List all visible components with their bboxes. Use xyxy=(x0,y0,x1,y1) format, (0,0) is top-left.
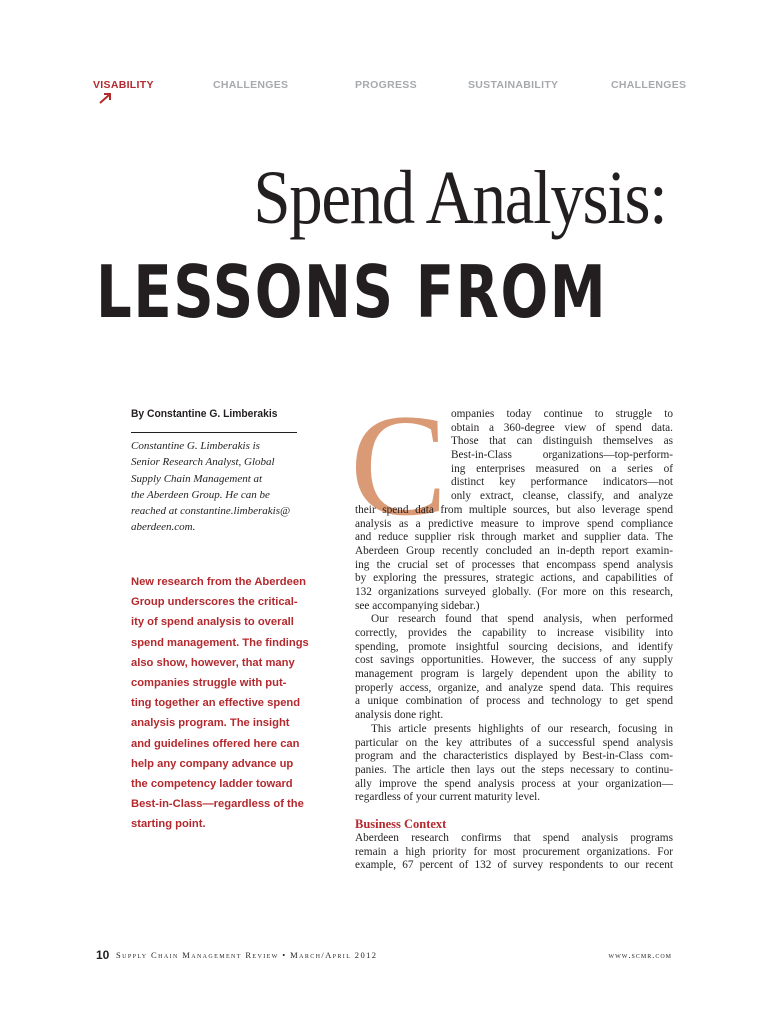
body-line: ally improve the spend analysis process at your organization— xyxy=(355,777,673,790)
body-line: This article presents highlights of our research, focusing in xyxy=(371,722,673,735)
body-line: particular on the key attributes of a successful spend analysis xyxy=(355,736,673,749)
drop-cap: C xyxy=(350,384,448,546)
pullquote-line: New research from the Aberdeen xyxy=(131,576,306,588)
nav-item-challenges: CHALLENGES xyxy=(213,79,289,91)
bio-line: Constantine G. Limberakis is xyxy=(131,440,260,452)
body-line: by exploring the pressures, strategic actions, and capabilities of xyxy=(355,572,673,585)
pull-quote xyxy=(131,572,316,835)
body-line: properly access, organize, and analyze spend data. This requires xyxy=(355,681,673,694)
page-number: 10 xyxy=(96,948,110,962)
byline: By Constantine G. Limberakis xyxy=(131,408,278,420)
body-line: analysis as a predictive measure to improve spend compliance xyxy=(355,517,673,530)
pullquote-line: the competency ladder toward xyxy=(131,778,293,791)
pullquote-line: analysis program. The insight xyxy=(131,717,290,730)
nav-item-sustainability: SUSTAINABILITY xyxy=(468,79,559,91)
title-line-2: LESSONS FROM xyxy=(96,250,608,334)
pullquote-line: ting together an effective spend xyxy=(131,697,301,710)
pullquote-line: Best-in-Class—regardless of the xyxy=(131,798,304,811)
pullquote-line: spend management. The findings xyxy=(131,636,309,649)
publication-info: Supply Chain Management Review • March/April 2012 xyxy=(116,950,378,960)
section-heading: Business Context xyxy=(355,816,447,831)
body-line: ompanies today continue to struggle to xyxy=(451,408,673,420)
body-line: distinct key performance indicators—not xyxy=(451,476,673,489)
article-body xyxy=(355,408,673,873)
bio-line: the Aberdeen Group. He can be xyxy=(131,488,270,501)
body-line: correctly, provides the capability to increase visibility into xyxy=(355,627,673,639)
body-line: only extract, cleanse, classify, and analyze xyxy=(451,490,673,503)
body-line: Our research found that spend analysis, when performed xyxy=(371,613,673,626)
byline-divider xyxy=(131,432,297,433)
body-line: their spend data from multiple sources, but also leverage spend xyxy=(355,503,673,516)
pullquote-line: starting point. xyxy=(131,818,206,831)
nav-arrow-icon xyxy=(98,91,114,105)
body-line: 132 organizations surveyed globally. (For more on this research, xyxy=(355,585,673,598)
section-nav xyxy=(0,79,768,99)
nav-item-visability: VISABILITY xyxy=(93,79,154,91)
body-line: and reduce supplier risk through market and supplier data. The xyxy=(355,531,673,544)
body-line: spending, promote insightful sourcing decisions, and identify xyxy=(355,640,673,653)
body-line: cost savings opportunities. However, the success of any supply xyxy=(355,654,673,667)
pullquote-line: Group underscores the critical- xyxy=(131,596,298,609)
body-line: ing enterprises measured on a series of xyxy=(451,462,673,475)
body-line: panies. The article then lays out the steps necessary to continu- xyxy=(355,763,673,776)
bio-line: aberdeen.com. xyxy=(131,521,196,534)
body-line: see accompanying sidebar.) xyxy=(355,599,480,612)
body-line: obtain a 360-degree view of spend data. xyxy=(451,421,673,434)
bio-line: Senior Research Analyst, Global xyxy=(131,456,275,469)
body-line: Aberdeen research confirms that spend analysis programs xyxy=(355,831,673,844)
title-line-1: Spend Analysis: xyxy=(252,156,666,240)
body-line: example, 67 percent of 132 of survey respondents to our recent xyxy=(355,859,673,872)
body-line: a unique combination of process and technology to get spend xyxy=(355,695,673,708)
bio-line: reached at constantine.limberakis@ xyxy=(131,505,291,518)
body-line: remain a high priority for most procurement organizations. For xyxy=(355,845,673,858)
pullquote-line: ity of spend analysis to overall xyxy=(131,616,294,629)
body-line: ing the crucial set of processes that encompass spend analysis xyxy=(355,558,673,571)
body-line: program and the characteristics displayed by Best-in-Class com- xyxy=(355,750,673,763)
pullquote-line: and guidelines offered here can xyxy=(131,737,300,750)
body-line: management program is largely dependent upon the ability to xyxy=(355,668,673,681)
body-line: analysis done right. xyxy=(355,709,444,722)
nav-item-challenges-2: CHALLENGES xyxy=(611,79,687,91)
nav-item-progress: PROGRESS xyxy=(355,79,417,91)
body-line: Those that can distinguish themselves as xyxy=(451,435,673,448)
pullquote-line: also show, however, that many xyxy=(131,656,295,669)
pullquote-line: companies struggle with put- xyxy=(131,677,287,690)
website-url: www.scmr.com xyxy=(608,950,672,960)
body-line: Aberdeen Group recently concluded an in-depth report examin- xyxy=(355,544,673,557)
author-bio xyxy=(131,438,306,536)
body-line: regardless of your current maturity level. xyxy=(355,791,541,804)
pullquote-line: help any company advance up xyxy=(131,757,294,770)
bio-line: Supply Chain Management at xyxy=(131,472,263,485)
body-line: Best-in-Class organizations—top-perform- xyxy=(451,449,673,462)
